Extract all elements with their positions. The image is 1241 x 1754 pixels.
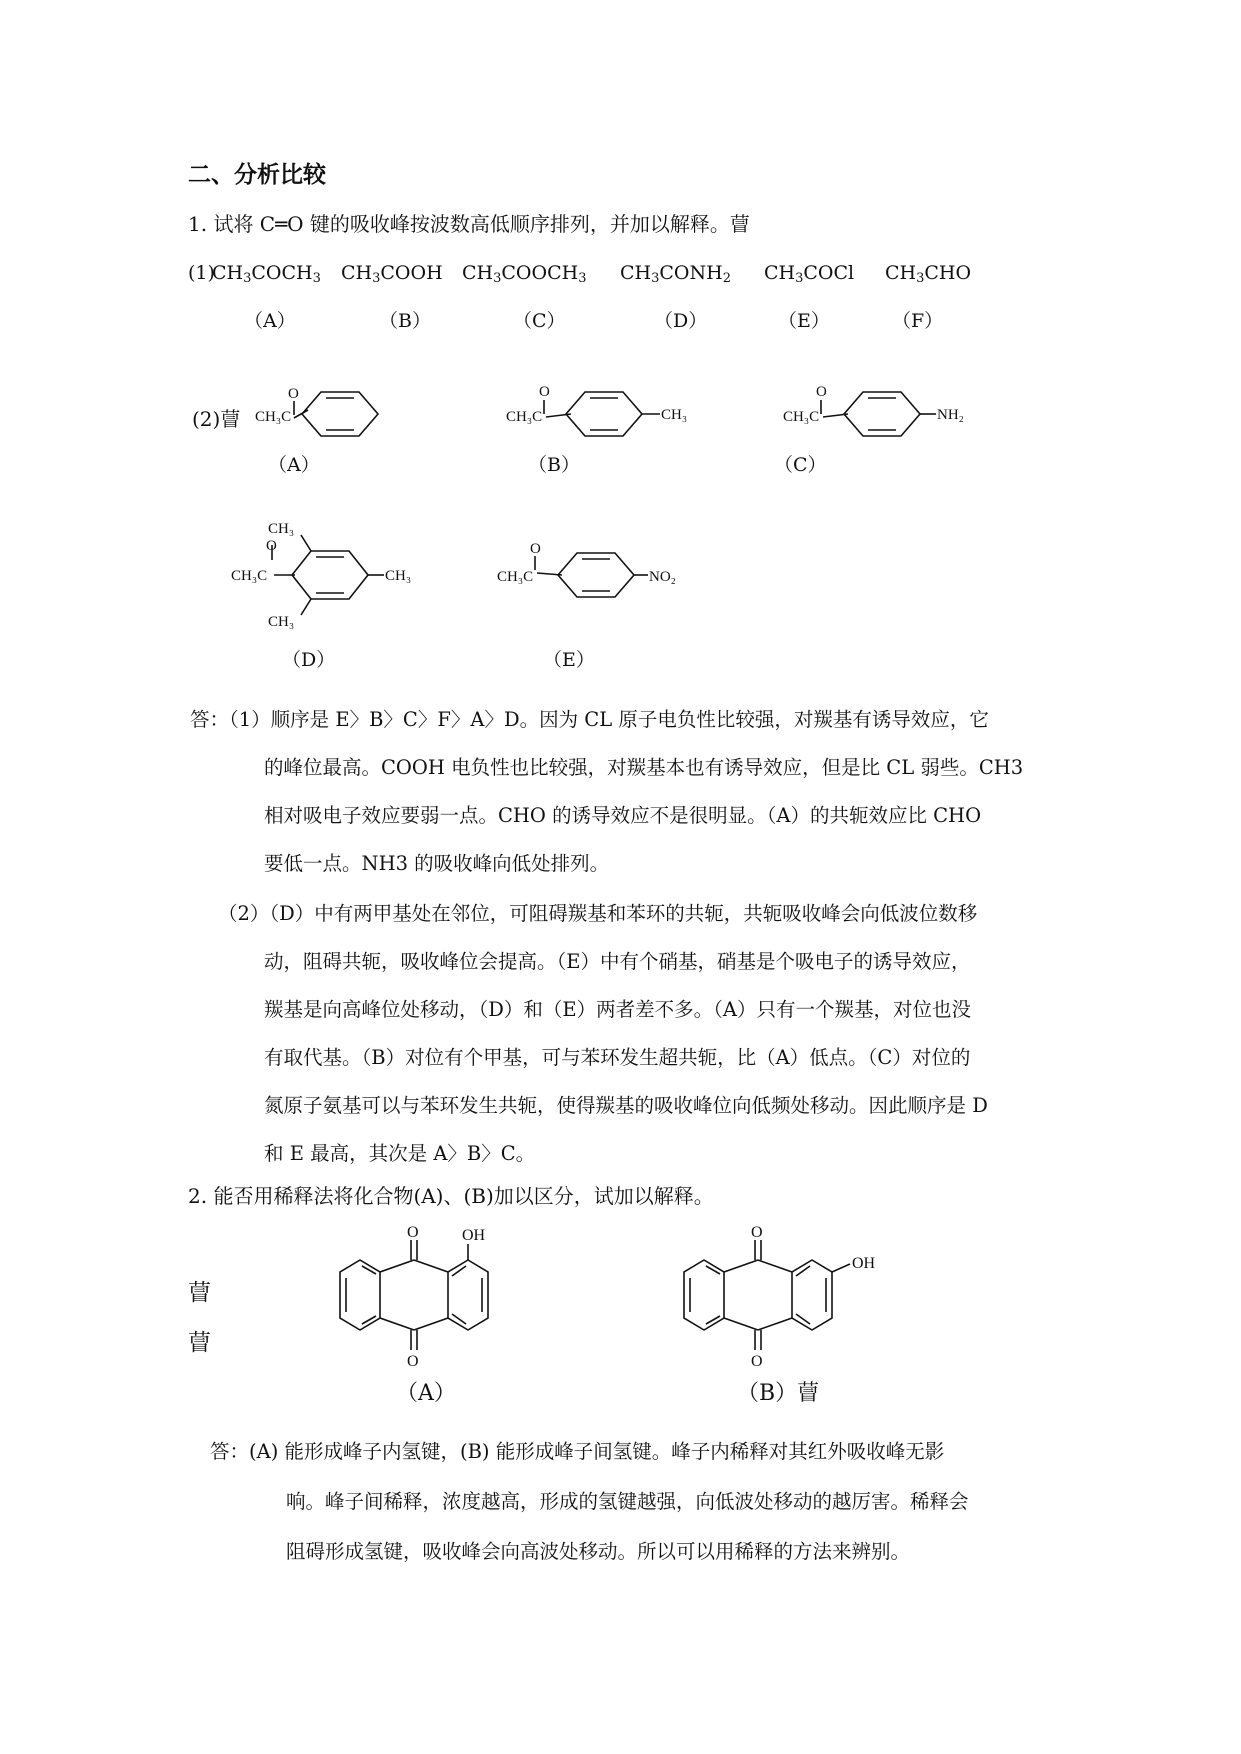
svg-text:CH₃C: CH₃C <box>231 568 268 584</box>
svg-text:CH₃: CH₃ <box>268 614 295 630</box>
answer-1-line-10: 和 E 最高，其次是 A〉B〉C。 <box>264 1142 536 1165</box>
svg-text:O: O <box>530 541 541 557</box>
question-1-text: 1. 试将 C═O 键的吸收峰按波数高低顺序排列，并加以解释。 <box>188 212 730 236</box>
svg-text:O: O <box>407 1353 419 1370</box>
svg-text:O: O <box>288 386 299 402</box>
formula-c: $CH_3COOCH_3$ <box>462 262 587 286</box>
answer-1-line-6: 动，阻碍共轭，吸收峰位会提高。（E）中有个硝基，硝基是个吸电子的诱导效应， <box>264 950 971 973</box>
svg-text:O: O <box>539 384 550 400</box>
formula-label-e: （E） <box>778 310 830 332</box>
svg-text:CH₃C: CH₃C <box>497 569 534 585</box>
stray-glyph-left-1: 萺 <box>188 1280 211 1306</box>
formula-label-a: （A） <box>244 310 296 332</box>
question-1-title <box>188 214 750 234</box>
formula-a: $CH_3COCH_3$ <box>212 262 321 286</box>
structure-label-q2-b: （B）萺 <box>737 1381 820 1406</box>
svg-text:O: O <box>407 1224 419 1241</box>
answer-2-line-2: 响。峰子间稀释，浓度越高，形成的氢键越强，向低波处移动的越厉害。稀释会 <box>286 1490 969 1513</box>
svg-text:CH₃C: CH₃C <box>506 409 543 425</box>
formula-label-b: （B） <box>379 310 431 332</box>
structure-label-e: （E） <box>543 649 595 671</box>
stray-glyph: 萺 <box>729 212 750 236</box>
svg-text:CH₃: CH₃ <box>385 568 412 584</box>
svg-text:O: O <box>266 538 277 554</box>
answer-1-line-4: 要低一点。NH3 的吸收峰向低处排列。 <box>264 852 610 875</box>
formula-b: $CH_3COOH$ <box>341 262 443 286</box>
answer-1-line-2: 的峰位最高。COOH 电负性也比较强，对羰基本也有诱导效应，但是比 CL 弱些。CH3 <box>264 756 1024 779</box>
formula-f: $CH_3CHO$ <box>885 262 972 286</box>
svg-text:CH₃C: CH₃C <box>255 409 292 425</box>
answer-1-line-5: （2）（D）中有两甲基处在邻位，可阻碍羰基和苯环的共轭，共轭吸收峰会向低波位数移 <box>218 902 978 925</box>
formula-label-c: （C） <box>513 310 566 332</box>
answer-2-line-1: 答：(A) 能形成峰子内氢键，(B) 能形成峰子间氢键。峰子内稀释对其红外吸收峰无影 <box>210 1440 945 1463</box>
part-2-prefix: (2)萺 <box>192 407 241 431</box>
formula-label-f: （F） <box>892 310 944 332</box>
answer-1-line-9: 氮原子氨基可以与苯环发生共轭，使得羰基的吸收峰位向低频处移动。因此顺序是 D <box>264 1094 988 1117</box>
formula-label-d: （D） <box>654 310 708 332</box>
svg-text:NH₂: NH₂ <box>937 407 964 423</box>
formula-d: $CH_3CONH_2$ <box>620 262 731 286</box>
structure-label-q2-a: （A） <box>396 1381 456 1406</box>
svg-text:CH₃C: CH₃C <box>783 409 820 425</box>
structure-label-a: （A） <box>268 454 320 476</box>
svg-text:NO₂: NO₂ <box>649 569 676 585</box>
svg-text:CH₃: CH₃ <box>661 407 688 423</box>
formula-e: $CH_3COCl$ <box>764 262 855 286</box>
formula-row-1-prefix: (1) <box>188 262 215 284</box>
stray-glyph-left-2: 萺 <box>188 1330 211 1356</box>
answer-1-line-1: 答：（1）顺序是 E〉B〉C〉F〉A〉D。因为 CL 原子电负性比较强，对羰基有诱导效应，它 <box>190 708 989 731</box>
structure-label-d: （D） <box>282 649 336 671</box>
svg-text:O: O <box>816 384 827 400</box>
structure-label-c: （C） <box>774 454 827 476</box>
answer-1-line-7: 羰基是向高峰位处移动，（D）和（E）两者差不多。（A）只有一个羰基，对位也没 <box>264 998 971 1021</box>
answer-1-line-8: 有取代基。（B）对位有个甲基，可与苯环发生超共轭，比（A）低点。（C）对位的 <box>264 1046 971 1069</box>
svg-text:O: O <box>751 1224 763 1241</box>
svg-text:OH: OH <box>462 1227 486 1244</box>
question-2-title: 2. 能否用稀释法将化合物(A)、(B)加以区分，试加以解释。 <box>188 1184 714 1208</box>
svg-text:O: O <box>751 1353 763 1370</box>
svg-text:OH: OH <box>852 1255 876 1272</box>
answer-1-line-3: 相对吸电子效应要弱一点。CHO 的诱导效应不是很明显。（A）的共轭效应比 CHO <box>264 804 982 827</box>
svg-text:CH₃: CH₃ <box>268 521 295 537</box>
structure-label-b: （B） <box>528 454 580 476</box>
answer-2-line-3: 阻碍形成氢键，吸收峰会向高波处移动。所以可以用稀释的方法来辨别。 <box>286 1540 911 1563</box>
section-title: 二、分析比较 <box>188 162 326 188</box>
